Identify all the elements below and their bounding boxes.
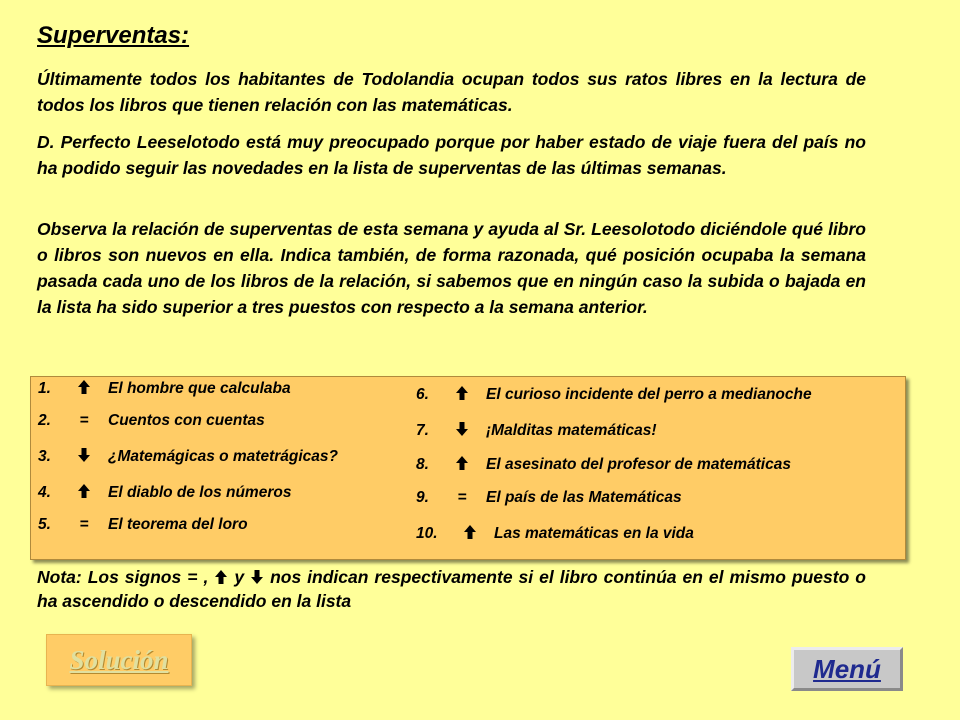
list-item <box>38 379 291 398</box>
intro-paragraph: Últimamente todos los habitantes de Todolandia ocupan todos sus ratos libres en la lectura de todos los libros que tienen relación con las matemáticas. <box>37 69 866 115</box>
list-item <box>416 385 812 404</box>
task-paragraph: Observa la relación de superventas de esta semana y ayuda al Sr. Leesolotodo diciéndole qué libro o libros son nuevos en ella. Indica también, de forma razonada, qué posición ocupaba la semana pasada cada uno de los libros de la relación, si sabemos que en ningún caso la subida o bajada en la lista ha sido superior a tres puestos con respecto a la semana anterior. <box>37 219 866 317</box>
list-item-title: Cuentos con cuentas <box>108 412 265 429</box>
note-prefix: Nota: Los signos <box>37 567 182 587</box>
down-arrow-icon <box>250 569 264 585</box>
equal-sign: = <box>457 489 467 506</box>
bestseller-list <box>30 376 906 560</box>
list-item <box>38 447 338 466</box>
list-item-title: ¿Matemágicas o matetrágicas? <box>108 448 339 465</box>
list-item-title: El teorema del loro <box>108 516 248 533</box>
list-item-number: 3. <box>38 448 51 465</box>
menu-button[interactable]: Menú <box>791 647 903 691</box>
list-item <box>38 483 291 502</box>
solution-button[interactable]: Solución <box>46 634 192 686</box>
list-item <box>416 421 657 440</box>
list-item-number: 2. <box>38 412 51 429</box>
list-item-number: 4. <box>38 484 51 501</box>
equal-sign: = <box>79 412 89 429</box>
down-arrow-icon <box>60 447 108 466</box>
list-item-title: El diablo de los números <box>108 484 292 501</box>
list-item-title: El asesinato del profesor de matemáticas <box>486 456 791 473</box>
list-item-title: El curioso incidente del perro a medianoche <box>486 386 812 403</box>
list-item-number: 5. <box>38 516 51 533</box>
list-item-number: 9. <box>416 489 429 506</box>
down-arrow-icon <box>438 421 486 440</box>
list-item-number: 10. <box>416 525 438 542</box>
list-item-title: ¡Malditas matemáticas! <box>486 422 657 439</box>
up-arrow-icon <box>438 385 486 404</box>
list-item <box>416 524 694 543</box>
list-item-number: 1. <box>38 380 51 397</box>
list-item <box>416 455 791 474</box>
list-item-title: El hombre que calculaba <box>108 380 291 397</box>
list-item <box>416 489 682 507</box>
list-item-number: 7. <box>416 422 429 439</box>
list-item-title: Las matemáticas en la vida <box>494 525 694 542</box>
list-item-title: El país de las Matemáticas <box>486 489 682 506</box>
up-arrow-icon <box>60 379 108 398</box>
note-equal-sign: = <box>187 567 198 587</box>
list-item <box>38 412 265 430</box>
page-title: Superventas: <box>37 22 190 49</box>
context-paragraph: D. Perfecto Leeselotodo está muy preocupado porque por haber estado de viaje fuera del país no ha podido seguir las novedades en la lista de superventas de las últimas semanas. <box>37 132 866 178</box>
list-item-number: 6. <box>416 386 429 403</box>
note-paragraph <box>37 565 866 613</box>
note-comma: , <box>203 567 209 587</box>
note-and: y <box>234 567 245 587</box>
list-item-number: 8. <box>416 456 429 473</box>
up-arrow-icon <box>60 483 108 502</box>
up-arrow-icon <box>214 569 228 585</box>
list-item <box>38 516 248 534</box>
equal-sign: = <box>79 516 89 533</box>
up-arrow-icon <box>438 455 486 474</box>
up-arrow-icon <box>446 524 494 543</box>
note-suffix: nos indican respectivamente si el libro continúa en el mismo puesto o ha ascendido o descendido en la lista <box>37 567 866 611</box>
